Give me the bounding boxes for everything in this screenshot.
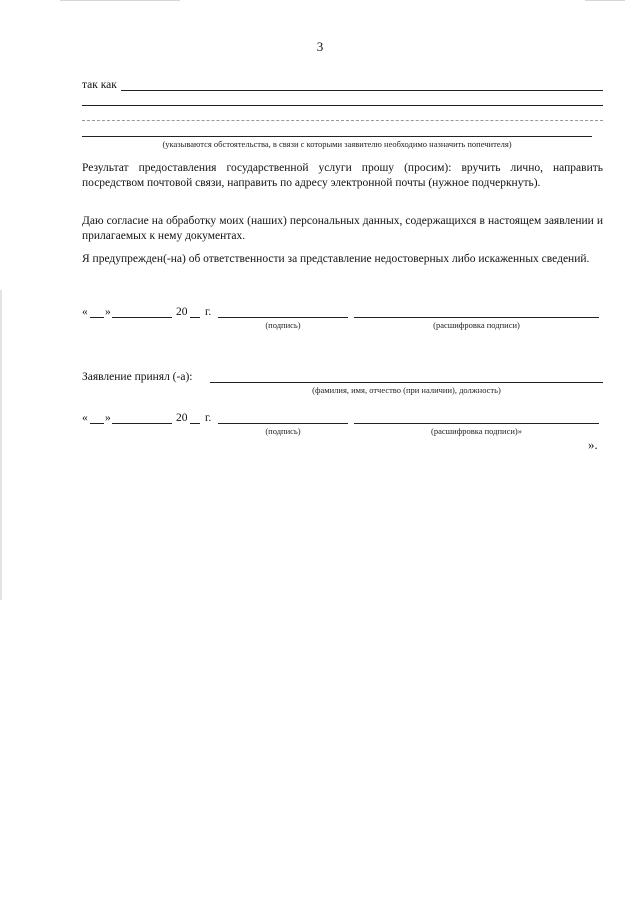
year-prefix: 20 [176,306,188,318]
month-field[interactable] [112,317,172,318]
signature-field[interactable] [218,317,348,318]
date-close-quote: » [105,306,111,318]
signature-decoding-caption: (расшифровка подписи) [433,320,520,330]
year-suffix: г. [205,412,212,424]
signature-decoding-field[interactable] [354,317,599,318]
accepted-caption: (фамилия, имя, отчество (при наличии), должность) [312,385,501,395]
year-field[interactable] [190,317,200,318]
year-suffix: г. [205,306,212,318]
day-field[interactable] [90,423,104,424]
signature-caption: (подпись) [265,320,301,330]
date-close-quote: » [105,412,111,424]
signature-caption: (подпись) [265,426,301,436]
scan-top-mark [60,0,180,1]
date-open-quote: « [82,412,88,424]
closing-mark: ». [588,437,598,452]
scan-top-mark-right [585,0,625,1]
signature-decoding-field[interactable] [354,423,599,424]
day-field[interactable] [90,317,104,318]
reason-caption: (указываются обстоятельства, в связи с которыми заявителю необходимо назначить попечителя) [162,139,512,149]
year-prefix: 20 [176,412,188,424]
reason-line-3 [82,120,603,121]
signature-decoding-caption: (расшифровка подписи)» [430,426,523,436]
reason-line-4 [82,136,592,137]
reason-line-2 [82,105,603,106]
month-field[interactable] [112,423,172,424]
accepted-name-field[interactable] [210,382,603,383]
liability-paragraph: Я предупрежден(-на) об ответственности за представление недостоверных либо искаженных сведений. [82,253,590,265]
year-field[interactable] [190,423,200,424]
date-open-quote: « [82,306,88,318]
accepted-label: Заявление принял (-а): [82,371,193,383]
scan-edge-shadow [0,290,2,600]
signature-field[interactable] [218,423,348,424]
reason-label: так как [82,79,117,91]
reason-line-1 [121,90,603,91]
consent-paragraph: Даю согласие на обработку моих (наших) персональных данных, содержащихся в настоящем заявлении и прилагаемых к нему документах. [82,215,603,242]
page-number: 3 [316,39,324,54]
result-delivery-paragraph: Результат предоставления государственной услуги прошу (просим): вручить лично, направить посредством почтовой связи, направить по адресу электронной почты (нужное подчеркнуть). [82,162,603,189]
